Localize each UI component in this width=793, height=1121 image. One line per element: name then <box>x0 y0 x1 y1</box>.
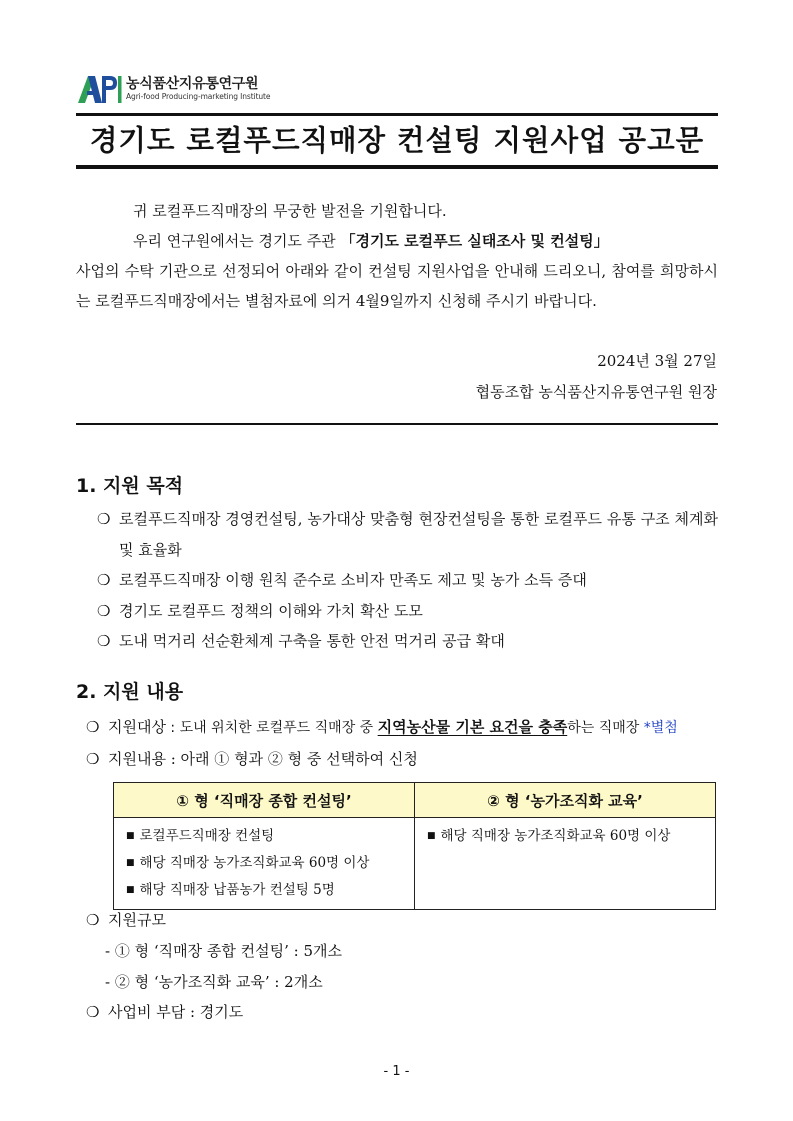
option2-header: ② 형 ‘농가조직화 교육’ <box>415 783 716 818</box>
section2-list <box>86 712 718 774</box>
option-table <box>113 782 716 910</box>
option1-header: ① 형 ‘직매장 종합 컨설팅’ <box>114 783 415 818</box>
scale-label: 지원규모 <box>108 911 166 929</box>
list-item <box>86 744 718 775</box>
cost-burden: 사업비 부담 : 경기도 <box>108 1003 244 1021</box>
section2-heading: 2. 지원 내용 <box>76 681 184 703</box>
purpose-2: 로컬푸드직매장 이행 원칙 준수로 소비자 만족도 제고 및 농가 소득 증대 <box>119 571 587 589</box>
section1-heading: 1. 지원 목적 <box>76 475 184 497</box>
greeting: 귀 로컬푸드직매장의 무궁한 발전을 기원합니다. <box>133 202 447 220</box>
list-item <box>86 712 718 744</box>
bullet-icon: ❍ <box>97 632 111 650</box>
list-item <box>97 596 718 627</box>
target-pre: : 도내 위치한 로컬푸드 직매장 중 <box>165 720 378 736</box>
intro-program-name: 「경기도 로컬푸드 실태조사 및 컨설팅」 <box>340 232 609 250</box>
list-item <box>97 504 718 565</box>
section1-list <box>97 504 718 657</box>
scale-item-2: - ② 형 ‘농가조직화 교육’ : 2개소 <box>105 973 323 991</box>
option1-item: ■ 해당 직매장 납품농가 컨설팅 5명 <box>126 878 402 905</box>
divider <box>76 423 718 425</box>
purpose-1: 로컬푸드직매장 경영컨설팅, 농가대상 맞춤형 현장컨설팅을 통한 로컬푸드 유통 구조 체계화 및 효율화 <box>119 510 718 559</box>
signer: 협동조합 농식품산지유통연구원 원장 <box>475 383 717 401</box>
option2-item: ■ 해당 직매장 농가조직화교육 60명 이상 <box>427 824 703 851</box>
intro-body <box>76 226 718 316</box>
option1-item: ■ 해당 직매장 농가조직화교육 60명 이상 <box>126 851 402 878</box>
notice-date: 2024년 3월 27일 <box>597 352 717 370</box>
target-requirement: 지역농산물 기본 요건을 충족 <box>377 718 568 736</box>
intro-body-rest: 사업의 수탁 기관으로 선정되어 아래와 같이 컨설팅 지원사업을 안내해 드리오니, 참여를 희망하시는 로컬푸드직매장에서는 별첨자료에 의거 4월9일까지 신청해 주시기 바랍니다. <box>76 262 718 310</box>
list-item <box>97 626 718 657</box>
option1-item: ■ 로컬푸드직매장 컨설팅 <box>126 824 402 851</box>
bullet-icon: ❍ <box>86 911 100 929</box>
bullet-icon: ❍ <box>86 718 100 736</box>
support-content: 지원내용 : 아래 ① 형과 ② 형 중 선택하여 신청 <box>108 749 418 768</box>
title-top-rule <box>76 113 718 116</box>
purpose-3: 경기도 로컬푸드 정책의 이해와 가치 확산 도모 <box>119 601 423 620</box>
bullet-icon: ❍ <box>97 571 111 589</box>
bullet-icon: ❍ <box>97 510 111 528</box>
org-name-en: Agri-food Producing-marketing Institute <box>126 92 271 101</box>
org-name: 농식품산지유통연구원 <box>126 76 259 92</box>
bullet-icon: ❍ <box>86 749 100 768</box>
list-item <box>97 565 718 596</box>
target-post: 하는 직매장 <box>567 720 644 736</box>
intro-body-start: 우리 연구원에서는 경기도 주관 <box>133 232 341 250</box>
target-label: 지원대상 <box>108 718 166 736</box>
list-item <box>86 905 718 936</box>
purpose-4: 도내 먹거리 선순환체계 구축을 통한 안전 먹거리 공급 확대 <box>119 632 505 650</box>
cost-list <box>86 997 718 1028</box>
title-bottom-rule <box>76 165 718 169</box>
bullet-icon: ❍ <box>97 601 111 620</box>
scale-item-1: - ① 형 ‘직매장 종합 컨설팅’ : 5개소 <box>105 942 342 960</box>
option1-cell <box>114 818 415 910</box>
option2-cell <box>415 818 716 910</box>
page-title: 경기도 로컬푸드직매장 컨설팅 지원사업 공고문 <box>89 124 705 157</box>
org-logo <box>76 72 270 106</box>
attachment-note: *별첨 <box>643 720 678 736</box>
page-number: - 1 - <box>383 1064 410 1079</box>
api-logo-icon <box>76 73 122 105</box>
list-item <box>86 997 718 1028</box>
bullet-icon: ❍ <box>86 1003 100 1021</box>
scale-list <box>86 905 718 936</box>
